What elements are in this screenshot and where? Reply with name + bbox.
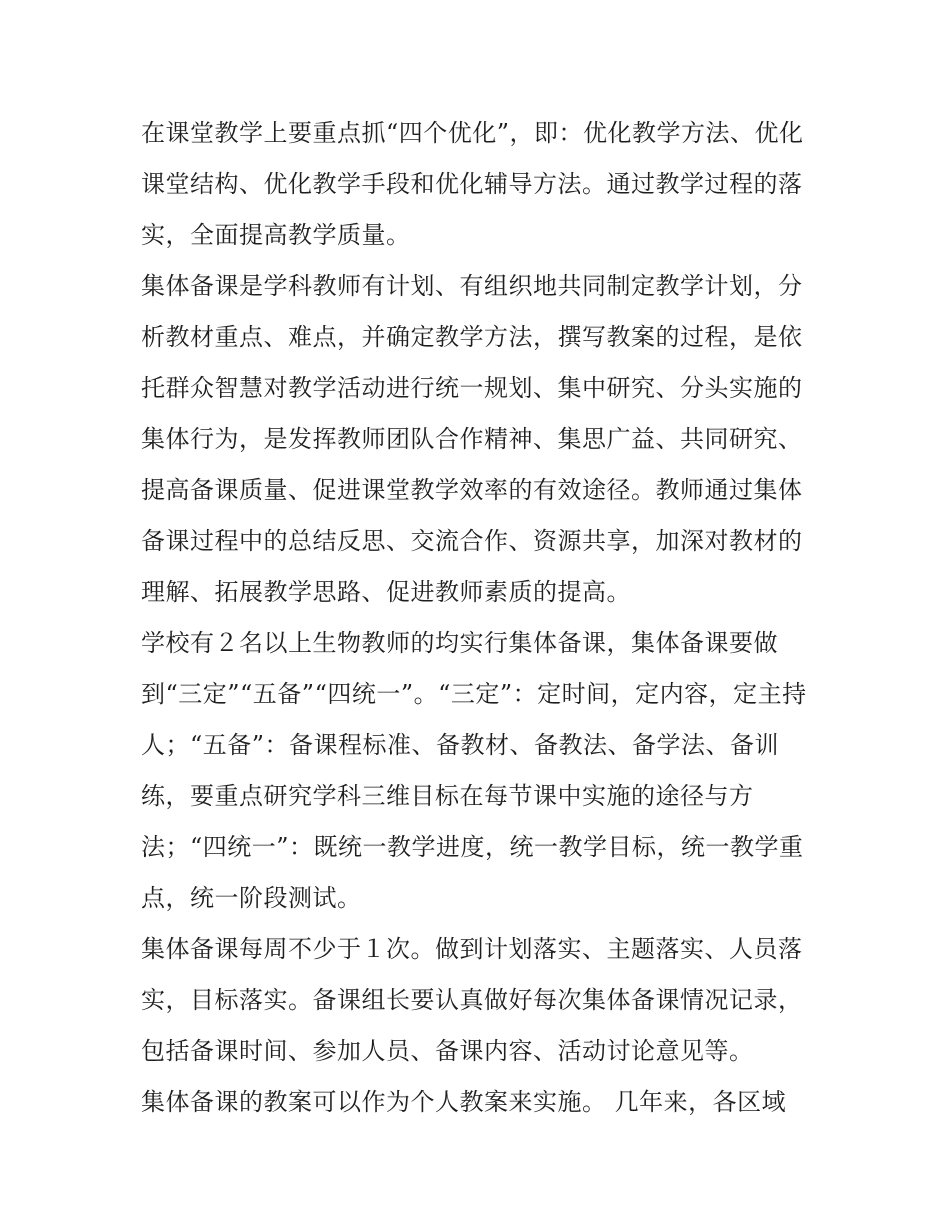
paragraph-lesson-plans-usage: 集体备课的教案可以作为个人教案来实施。 几年来，各区域 [141, 1088, 787, 1116]
paragraph-three-five-four-requirements: 学校有２名以上生物教师的均实行集体备课，集体备课要做到“三定”“五备”“四统一”。“三定”：定时间，定内容，定主持人；“五备”：备课程标准、备教材、备教法、备学法、备训练，要重点研究学科三维目标在每节课中实施的途径与方法；“四统一”：既统一教学进度，统一教学目标，统一教学重点，统一阶段测试。 [141, 629, 807, 912]
paragraph-collective-lesson-prep-definition: 集体备课是学科教师有计划、有组织地共同制定教学计划，分析教材重点、难点，并确定教学方法，撰写教案的过程，是依托群众智慧对教学活动进行统一规划、集中研究、分头实施的集体行为，是发挥教师团队合作精神、集思广益、共同研究、提高备课质量、促进课堂教学效率的有效途径。教师通过集体备课过程中的总结反思、交流合作、资源共享，加深对教材的理解、拓展教学思路、促进教师素质的提高。 [141, 272, 803, 606]
paragraph-weekly-frequency: 集体备课每周不少于１次。做到计划落实、主题落实、人员落实，目标落实。备课组长要认真做好每次集体备课情况记录，包括备课时间、参加人员、备课内容、活动讨论意见等。 [141, 935, 803, 1065]
paragraph-four-optimizations: 在课堂教学上要重点抓“四个优化”，即：优化教学方法、优化课堂结构、优化教学手段和优化辅导方法。通过教学过程的落实，全面提高教学质量。 [141, 119, 804, 249]
document-body [141, 108, 813, 1128]
